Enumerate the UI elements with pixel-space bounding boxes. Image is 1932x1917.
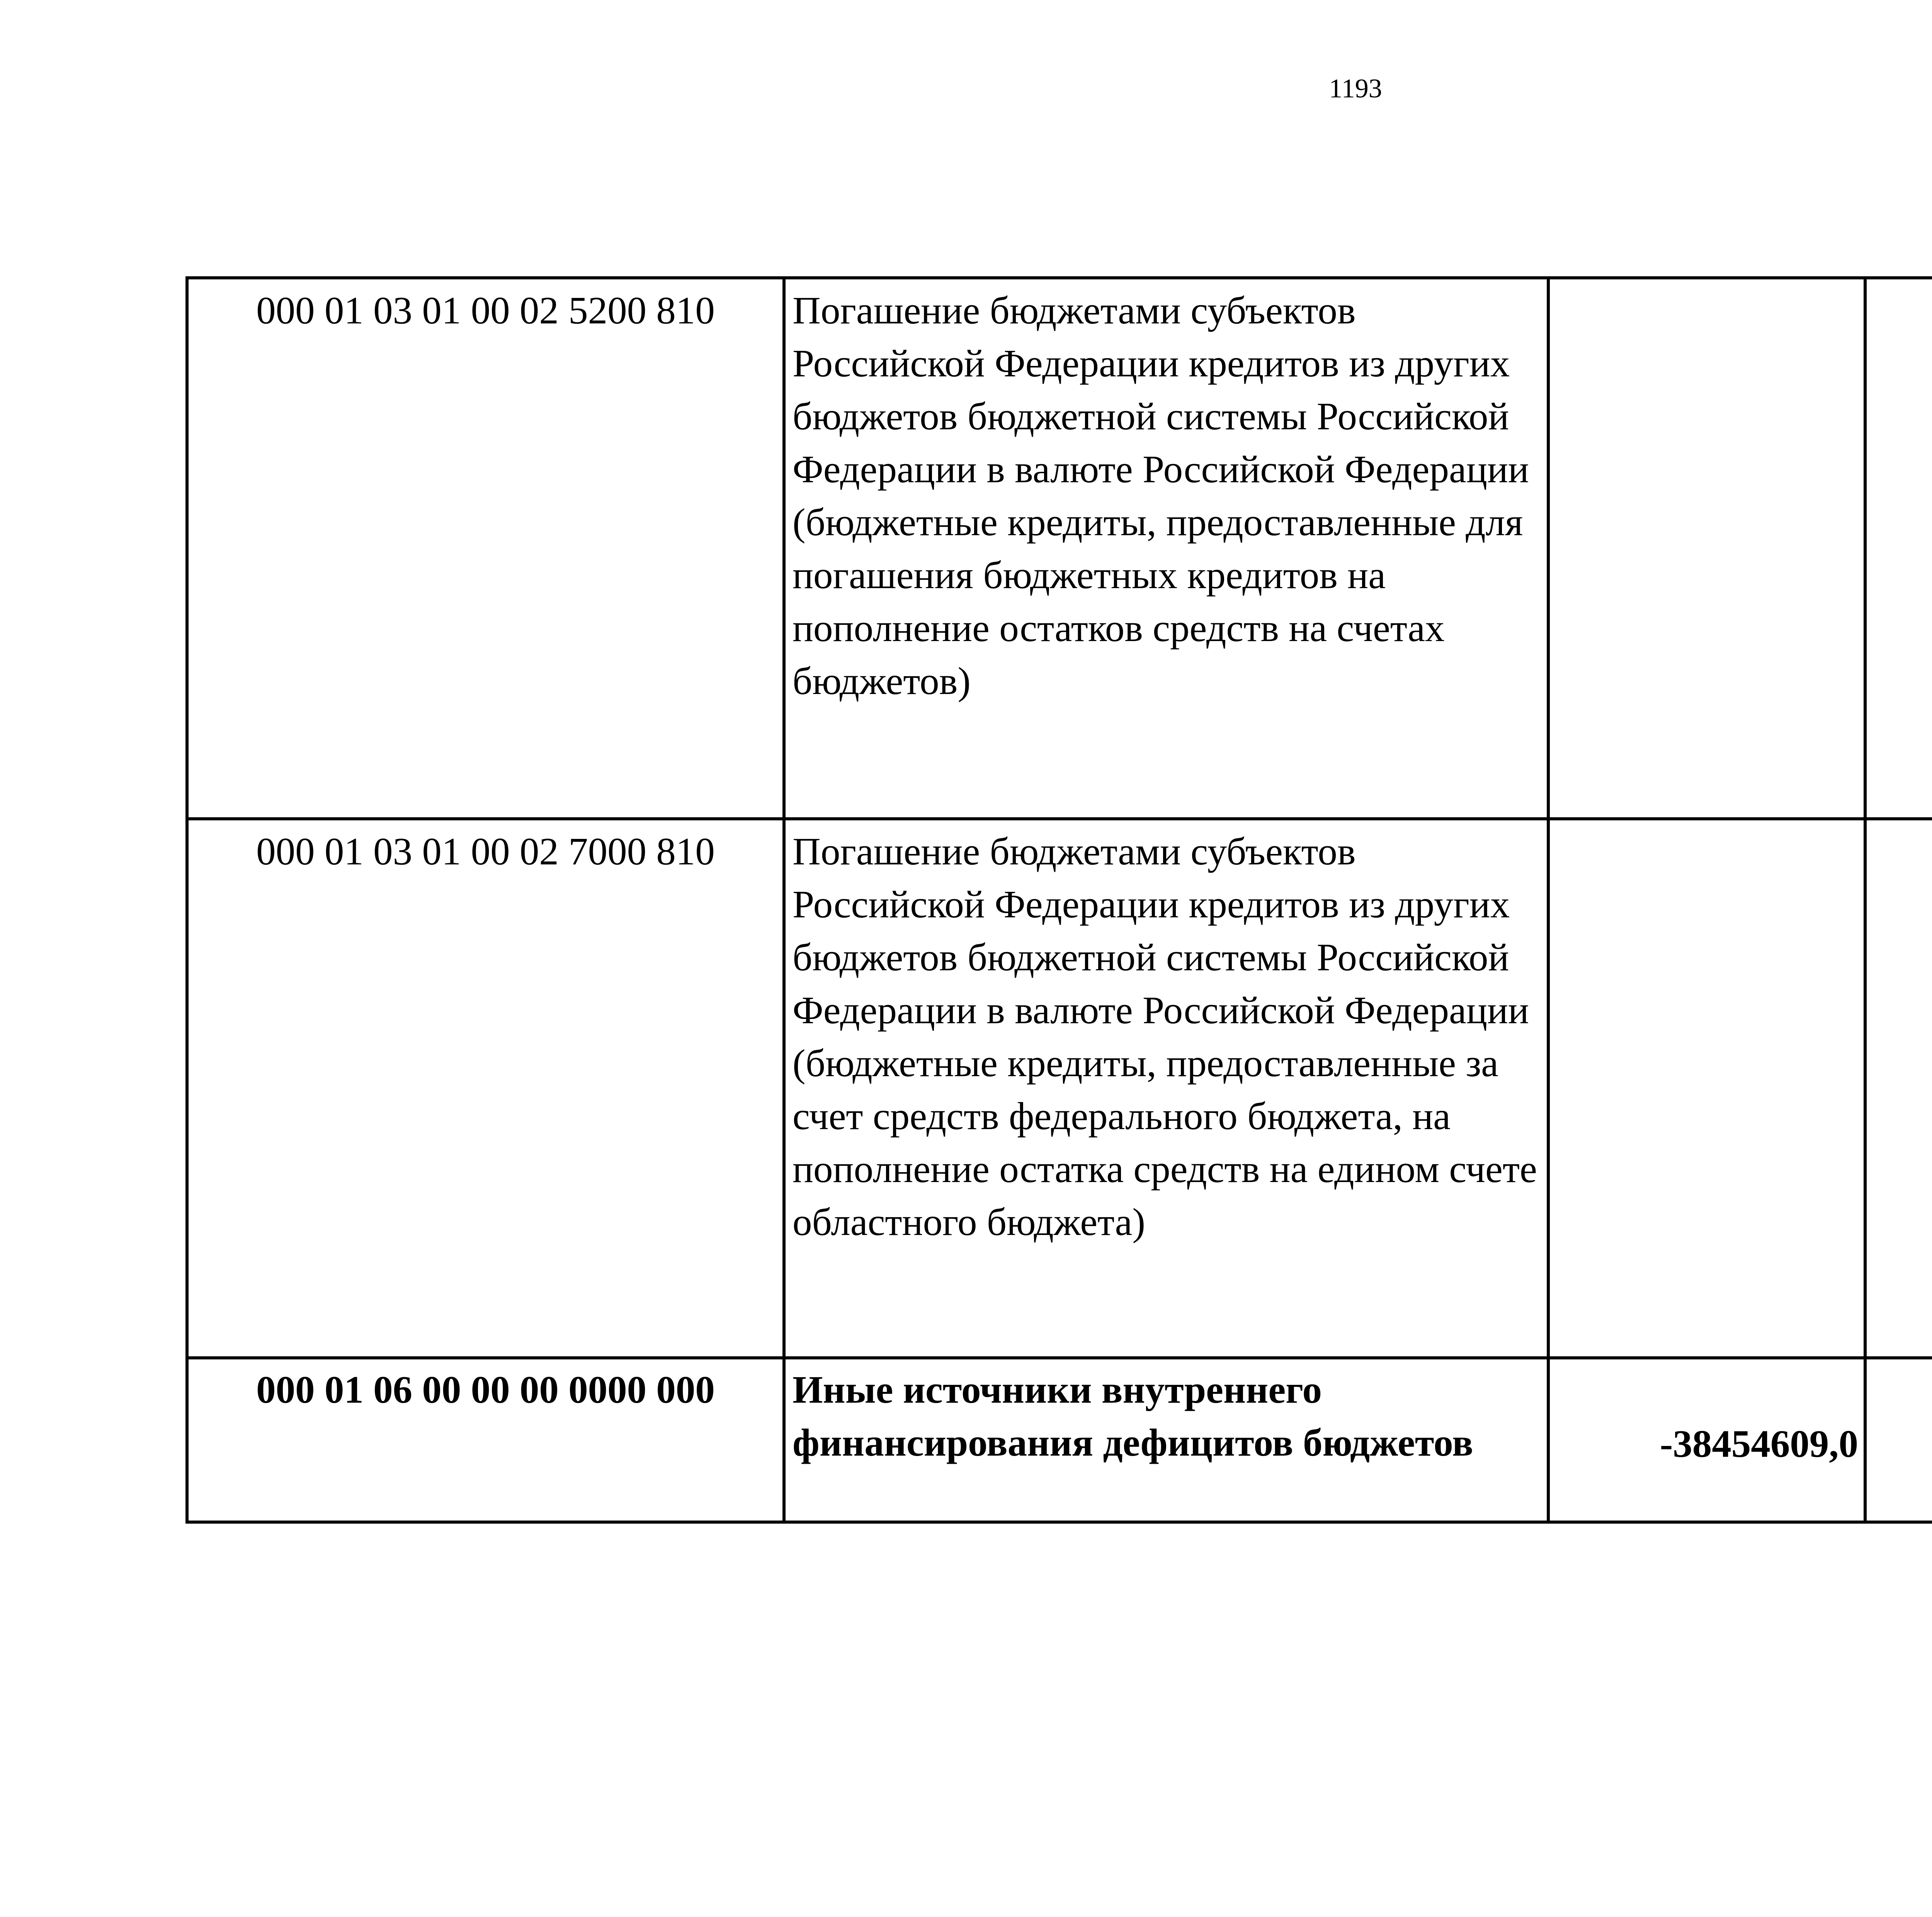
classification-code-cell: 000 01 03 01 00 02 5200 810 xyxy=(187,278,784,819)
classification-code-cell: 000 01 03 01 00 02 7000 810 xyxy=(187,819,784,1358)
amount-cell-1: -38454609,0 xyxy=(1548,1358,1865,1522)
amount-cell-2 xyxy=(1865,278,1932,819)
classification-code-cell: 000 01 06 00 00 00 0000 000 xyxy=(187,1358,784,1522)
table-row xyxy=(187,819,1932,1358)
amount-cell-2 xyxy=(1865,1358,1932,1522)
table-row-total xyxy=(187,1358,1932,1522)
amount-cell-2 xyxy=(1865,819,1932,1358)
source-name-cell: Погашение бюджетами субъектов Российской Федерации кредитов из других бюджетов бюджетной системы Российской Федерации в валюте Российской Федерации (бюджетные кредиты, предоставленные за счет средств федерального бюджета, на пополнение остатка средств на едином счете областного бюджета) xyxy=(784,819,1548,1358)
amount-cell-1 xyxy=(1548,278,1865,819)
budget-sources-table xyxy=(185,276,1932,1524)
table-row xyxy=(187,278,1932,819)
page-number: 1193 xyxy=(1329,74,1382,104)
amount-cell-1 xyxy=(1548,819,1865,1358)
source-name-cell: Иные источники внутреннего финансирования дефицитов бюджетов xyxy=(784,1358,1548,1522)
source-name-cell: Погашение бюджетами субъектов Российской Федерации кредитов из других бюджетов бюджетной системы Российской Федерации в валюте Российской Федерации (бюджетные кредиты, предоставленные для погашения бюджетных кредитов на пополнение остатков средств на счетах бюджетов) xyxy=(784,278,1548,819)
